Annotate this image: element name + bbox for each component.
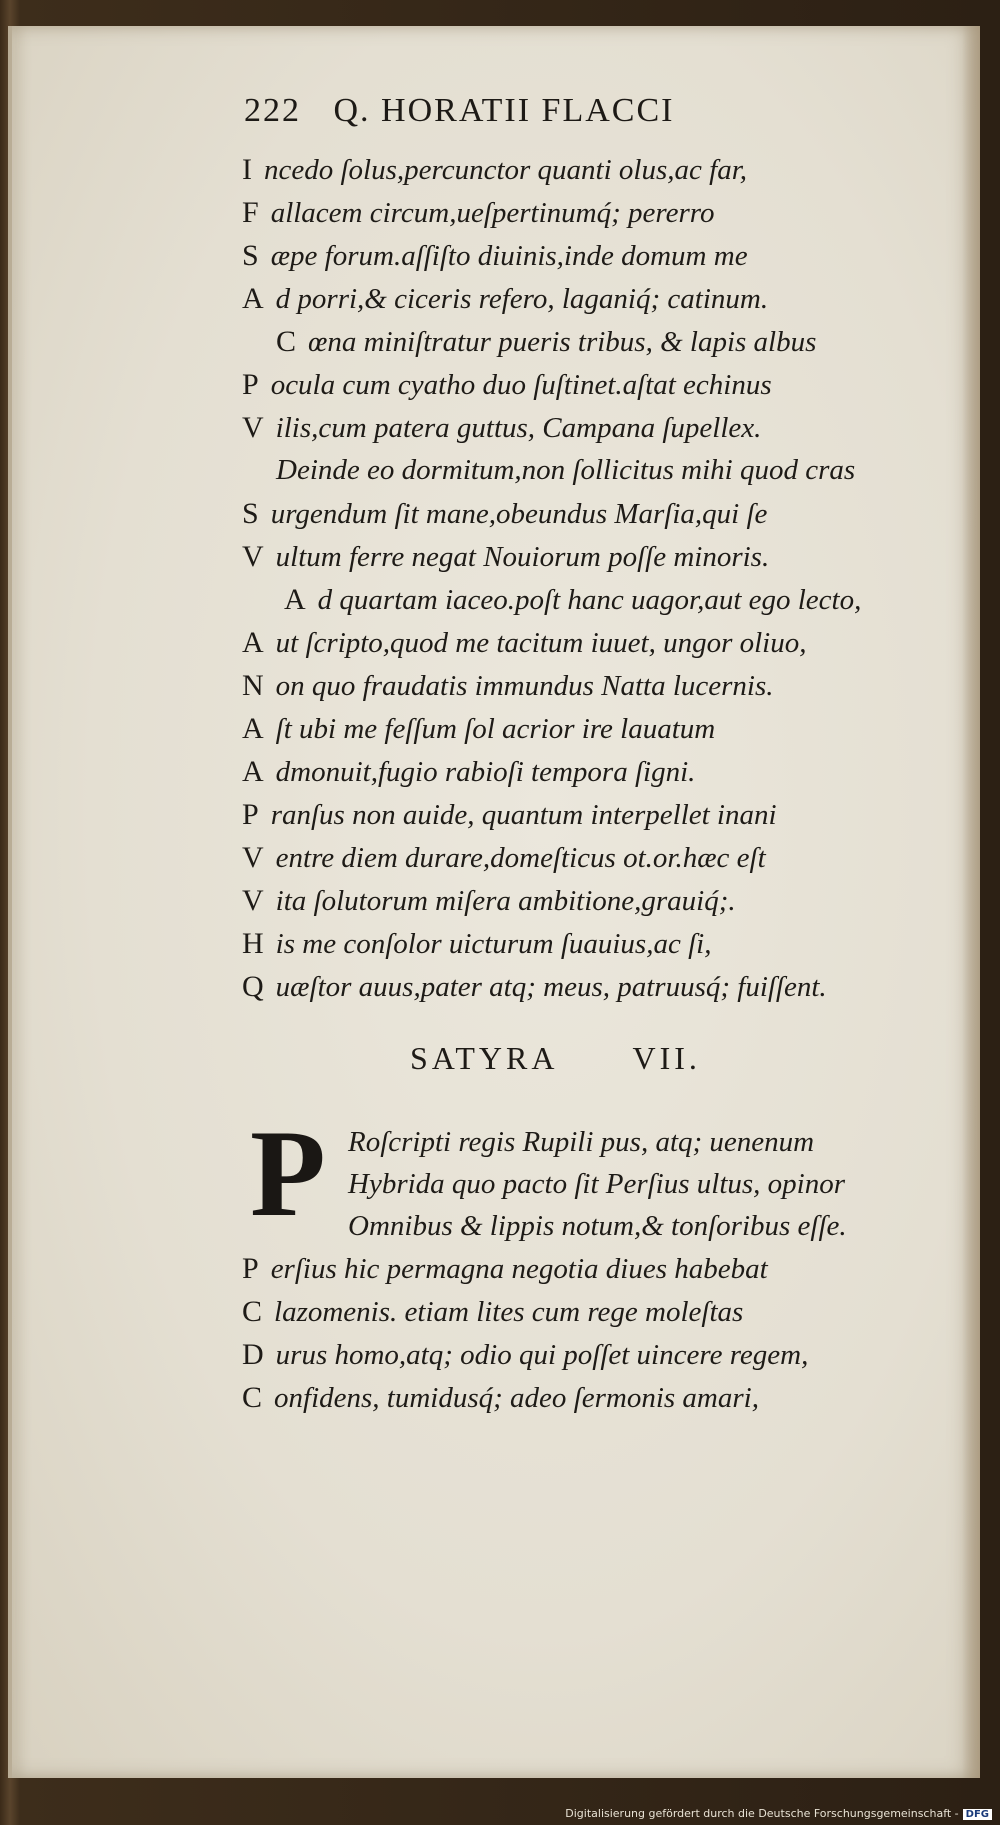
verse-initial: A (284, 583, 306, 616)
verse-line (242, 800, 922, 830)
verse-text: uæſtor auus,pater atq; meus, patruusq́; fuiſſent. (275, 971, 827, 1003)
section-heading (410, 1040, 701, 1077)
dropcap-line: Hybrida quo pacto ſit Perſius ultus, opinor (348, 1168, 846, 1200)
verse-initial: C (276, 325, 297, 358)
running-title: Q. HORATII FLACCI (333, 92, 675, 129)
verse-initial: V (242, 411, 264, 444)
verse-line (242, 155, 922, 185)
verse-initial: A (242, 626, 264, 659)
verse-line (242, 628, 922, 658)
verse-line (276, 327, 956, 357)
verse-line (276, 456, 956, 485)
verse-text: ut ſcripto,quod me tacitum iuuet, ungor oliuo, (275, 627, 807, 659)
verse-line (242, 714, 922, 744)
verse-text: on quo fraudatis immundus Natta lucernis. (275, 670, 774, 702)
verse-line (242, 370, 922, 400)
verse-line (242, 972, 922, 1002)
verse-line (242, 671, 922, 701)
verse-line (242, 929, 922, 959)
verse-initial: H (242, 927, 264, 960)
verse-text: lazomenis. etiam lites cum rege moleſtas (274, 1296, 744, 1328)
verse-initial: N (242, 669, 264, 702)
verse-text: erſius hic permagna negotia diues habebat (270, 1253, 768, 1285)
verse-line (242, 284, 922, 314)
verse-line (242, 1340, 922, 1370)
verse-text: entre diem durare,domeſticus ot.or.hæc eſt (275, 842, 766, 874)
verse-text: ranſus non auide, quantum interpellet inani (270, 799, 777, 831)
running-head (244, 92, 674, 130)
verse-initial: P (242, 1252, 259, 1285)
page-number: 222 (244, 92, 301, 129)
verse-initial: P (242, 798, 259, 831)
verse-line (242, 542, 922, 572)
verse-text: d quartam iaceo.poſt hanc uagor,aut ego lecto, (317, 584, 862, 616)
verse-text: ita ſolutorum miſera ambitione,grauiq́;. (275, 885, 736, 917)
verse-line (242, 757, 922, 787)
verse-initial: I (242, 153, 252, 186)
verse-initial: V (242, 884, 264, 917)
verse-text: urus homo,atq; odio qui poſſet uincere regem, (275, 1339, 809, 1371)
section-heading-label: SATYRA (410, 1040, 559, 1076)
verse-line (242, 886, 922, 916)
verse-initial: Q (242, 970, 264, 1003)
verse-initial: C (242, 1295, 263, 1328)
verse-initial: A (242, 282, 264, 315)
verse-initial: V (242, 540, 264, 573)
verse-line (242, 198, 922, 228)
dfg-logo: DFG (963, 1809, 992, 1820)
verse-text: dmonuit,fugio rabioſi tempora ſigni. (275, 756, 696, 788)
verse-initial: D (242, 1338, 264, 1371)
verse-text: æpe forum.aſſiſto diuinis,inde domum me (270, 240, 748, 272)
verse-line (242, 499, 922, 529)
verse-line (242, 843, 922, 873)
verse-text: ncedo ſolus,percunctor quanti olus,ac far, (264, 154, 748, 186)
verse-text: Deinde eo dormitum,non ſollicitus mihi quod cras (276, 454, 856, 486)
verse-initial: S (242, 239, 259, 272)
verse-text: allacem circum,ueſpertinumq́; pererro (270, 197, 715, 229)
verse-text: œna miniſtratur pueris tribus, & lapis albus (308, 326, 817, 358)
verse-line (242, 241, 922, 271)
verse-text: is me conſolor uicturum ſuauius,ac ſi, (275, 928, 712, 960)
verse-initial: P (242, 368, 259, 401)
verse-initial: F (242, 196, 259, 229)
verse-text: ultum ferre negat Nouiorum poſſe minoris. (275, 541, 770, 573)
verse-text: urgendum ſit mane,obeundus Marſia,qui ſe (270, 498, 768, 530)
verse-initial: A (242, 755, 264, 788)
verse-line (284, 585, 964, 615)
verse-text: d porri,& ciceris refero, laganiq́; catinum. (275, 283, 769, 315)
verse-initial: V (242, 841, 264, 874)
drop-cap: P (250, 1105, 326, 1242)
verse-line (242, 1254, 922, 1284)
verse-initial: C (242, 1381, 263, 1414)
verse-line (242, 413, 922, 443)
verse-initial: A (242, 712, 264, 745)
verse-line (242, 1297, 922, 1327)
dropcap-line: Roſcripti regis Rupili pus, atq; uenenum (348, 1126, 815, 1158)
verse-text: onfidens, tumidusq́; adeo ſermonis amari, (274, 1382, 759, 1414)
section-heading-number: VII. (632, 1040, 701, 1076)
verse-text: ſt ubi me feſſum ſol acrior ire lauatum (275, 713, 716, 745)
credit-text: Digitalisierung gefördert durch die Deutsche Forschungsgemeinschaft - (565, 1807, 959, 1820)
digitization-credit (565, 1807, 992, 1820)
page-edge-shadow (962, 26, 980, 1778)
verse-line (242, 1383, 922, 1413)
verse-text: ilis,cum patera guttus, Campana ſupellex. (275, 412, 762, 444)
verse-text: ocula cum cyatho duo ſuſtinet.aſtat echinus (270, 369, 772, 401)
verse-initial: S (242, 497, 259, 530)
dropcap-line: Omnibus & lippis notum,& tonſoribus eſſe. (348, 1210, 847, 1242)
